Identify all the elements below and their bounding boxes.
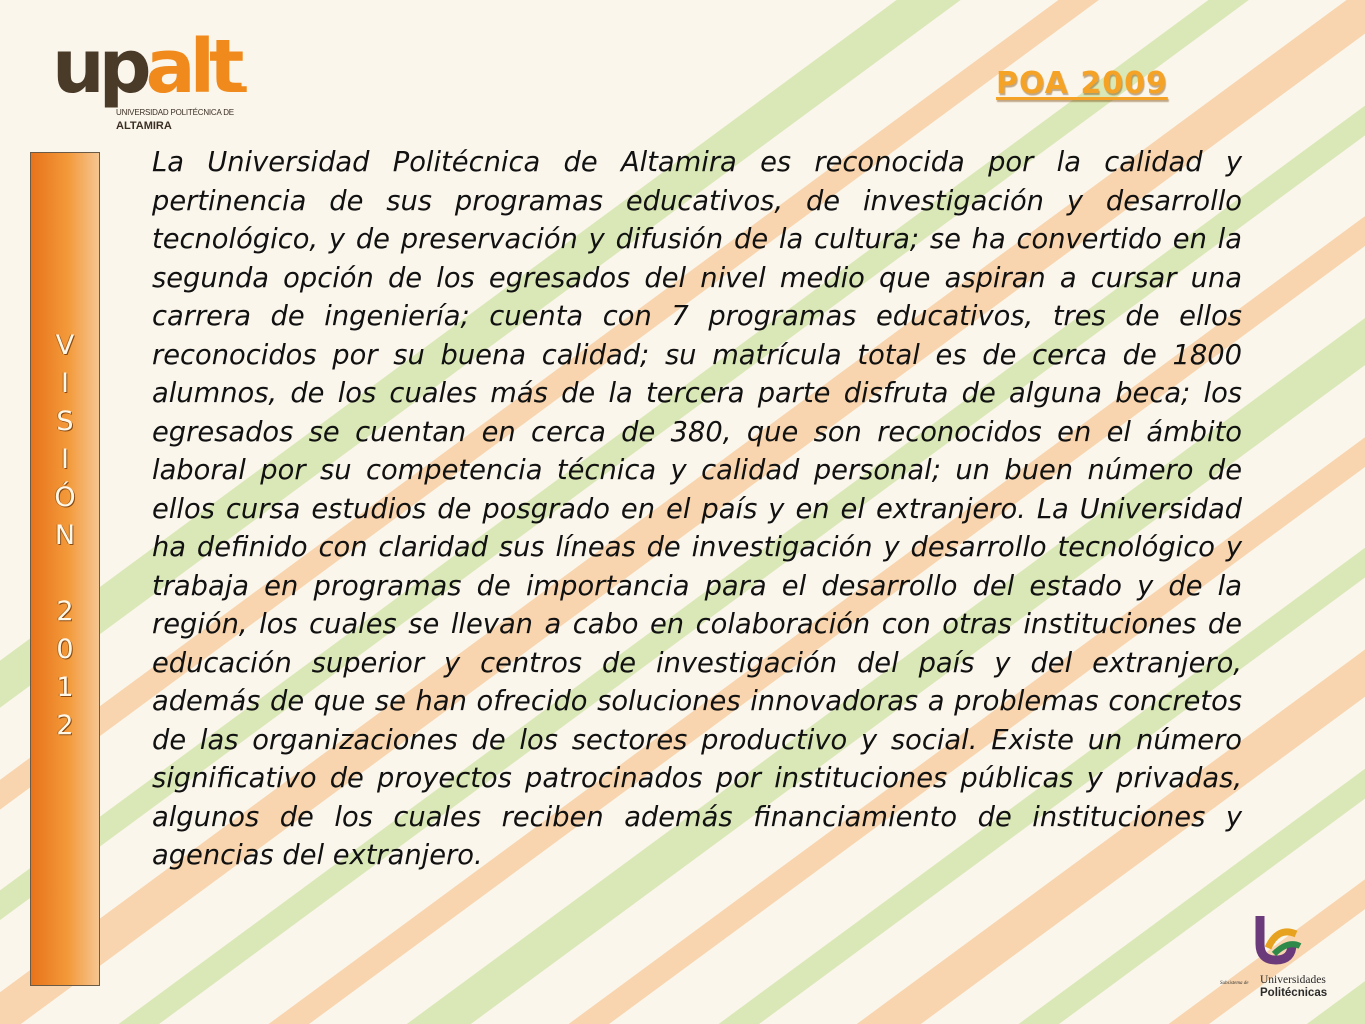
vision-letter-gap	[31, 555, 99, 593]
logo-city: ALTAMIRA	[116, 120, 172, 132]
logo-dot-icon: .	[238, 65, 244, 100]
upalt-logo	[52, 24, 252, 134]
vision-label	[31, 327, 99, 745]
universidades-politecnicas-logo	[1208, 910, 1348, 1010]
logo-wordmark	[52, 24, 244, 110]
vision-letter: N	[54, 520, 76, 551]
vision-letter: S	[56, 406, 74, 437]
vision-letter: I	[61, 444, 69, 475]
vision-letter: V	[55, 330, 75, 361]
vision-letter: Ó	[54, 482, 76, 513]
page-title: POA 2009	[996, 66, 1168, 101]
vision-letter: 2	[56, 596, 74, 627]
vision-letter: I	[61, 368, 69, 399]
logo-up-text: up	[52, 24, 146, 110]
vision-letter: 2	[56, 710, 74, 741]
logo-alt-text: alt	[145, 24, 239, 110]
politecnicas-text: Politécnicas	[1260, 987, 1328, 999]
universidades-text: Universidades	[1260, 974, 1326, 986]
subsystem-text: Subsistema de	[1220, 981, 1249, 986]
vision-paragraph: La Universidad Politécnica de Altamira es reconocida por la calidad y pertinencia de sus programas educativos, de investigación y desarrollo tecnológico, y de preservación y difusión de la cultura; se ha convertido en la segunda opción de los egresados del nivel medio que aspiran a cursar una carrera de ingeniería; cuenta con 7 programas educativos, tres de ellos reconocidos por su buena calidad; su matrícula total es de cerca de 1800 alumnos, de los cuales más de la tercera parte disfruta de alguna beca; los egresados se cuentan en cerca de 380, que son reconocidos en el ámbito laboral por su competencia técnica y calidad personal; un buen número de ellos cursa estudios de posgrado en el país y en el extranjero. La Universidad ha definido con claridad sus líneas de investigación y desarrollo tecnológico y trabaja en programas de importancia para el desarrollo del estado y de la región, los cuales se llevan a cabo en colaboración con otras instituciones de educación superior y centros de investigación del país y del extranjero, además de que se han ofrecido soluciones innovadoras a problemas concretos de las organizaciones de los sectores productivo y social. Existe un número significativo de proyectos patrocinados por instituciones públicas y privadas, algunos de los cuales reciben además financiamiento de instituciones y agencias del extranjero.	[152, 147, 1242, 871]
vision-letter: 1	[56, 672, 74, 703]
vision-sidebar	[30, 152, 100, 986]
politecnicas-emblem-icon	[1208, 910, 1348, 974]
logo-subtitle: UNIVERSIDAD POLITÉCNICA DE	[116, 108, 234, 117]
vision-letter: 0	[56, 634, 74, 665]
